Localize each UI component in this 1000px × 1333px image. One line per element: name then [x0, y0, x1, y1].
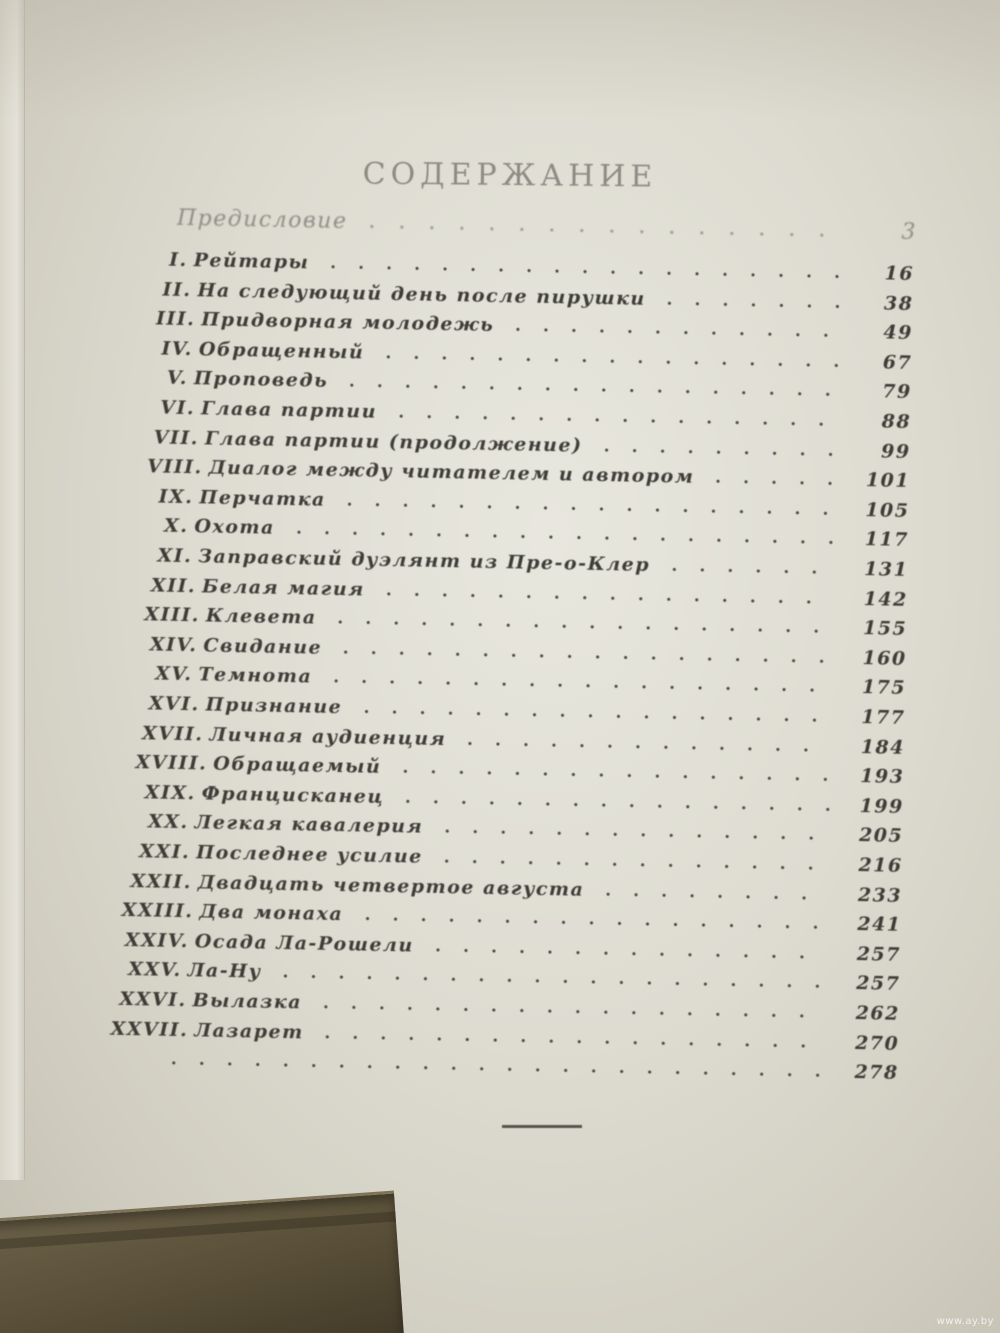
toc-entry-title: Перчатка: [199, 486, 327, 511]
dot-leader: [327, 620, 834, 634]
toc-entry-page: 199: [859, 794, 905, 818]
toc-entry-numeral: XXVI.: [119, 987, 187, 1012]
toc-entry-title: Личная аудиенция: [209, 723, 447, 750]
toc-entry-page: 257: [856, 972, 901, 996]
dot-leader: [338, 383, 838, 397]
toc-entry-title: Диалог между читателем и автором: [208, 456, 695, 488]
toc-entry-title: Вылазка: [192, 989, 303, 1014]
dot-leader: [336, 502, 836, 516]
dot-leader: [504, 327, 839, 337]
toc-entry-page: 117: [864, 528, 910, 552]
dot-leader: [322, 679, 832, 693]
dot-leader: [660, 567, 834, 574]
toc-entry-title: Заправский дуэлянт из Пре-о-Клер: [198, 545, 651, 576]
closing-rule: [502, 1125, 582, 1128]
toc-entry-page: 175: [861, 676, 907, 700]
table-of-contents: [23, 0, 964, 1109]
toc-entry-page: 79: [882, 380, 912, 404]
toc-entry-title: Два монаха: [199, 900, 344, 926]
toc-entry-title: Осада Ла-Рошели: [194, 930, 414, 957]
toc-entry-numeral: XXI.: [138, 840, 191, 864]
dot-leader: [594, 892, 828, 900]
toc-entry-title: На следующий день после пирушки: [197, 278, 646, 310]
toc-entry-numeral: XI.: [157, 544, 193, 568]
toc-title: СОДЕРЖАНИЕ: [362, 156, 658, 195]
toc-entry-page: 193: [860, 765, 905, 789]
toc-entry-page: 262: [855, 1001, 901, 1025]
dot-leader: [352, 709, 831, 722]
dot-leader: [704, 479, 836, 486]
toc-entry-numeral: IV.: [161, 337, 194, 360]
toc-entry-numeral: II.: [162, 278, 192, 301]
toc-entry-title: Глава партии: [200, 397, 378, 423]
toc-entry-page: 160: [862, 646, 907, 670]
dot-leader: [357, 224, 843, 237]
toc-entry-numeral: XV.: [155, 662, 193, 686]
toc-entry-numeral: XVII.: [141, 721, 204, 745]
toc-entry-title: Белая магия: [201, 574, 366, 601]
toc-entry-numeral: V.: [166, 367, 189, 390]
toc-entry-title: Лазарет: [193, 1018, 304, 1043]
dot-leader: [433, 829, 829, 841]
dot-leader: [374, 354, 838, 367]
toc-entry-title: Признание: [205, 693, 343, 719]
toc-entry-title: Рейтары: [193, 249, 310, 274]
toc-entry-title: Францисканец: [201, 782, 385, 808]
dot-leader: [387, 414, 837, 427]
toc-entry-numeral: XXVII.: [110, 1017, 189, 1041]
toc-entry-page: 131: [863, 558, 909, 581]
toc-entry-page: 38: [883, 291, 914, 315]
toc-entry-numeral: XIV.: [149, 633, 198, 657]
toc-preface-page: 3: [901, 219, 918, 246]
toc-entry-title: Проповедь: [193, 367, 329, 393]
toc-entry-page: 99: [880, 439, 911, 463]
toc-preface: [177, 206, 917, 245]
toc-entry-title: Легкая кавалерия: [194, 811, 424, 839]
toc-entry-numeral: VI.: [160, 396, 196, 420]
site-watermark: www.ay.by: [936, 1316, 994, 1327]
toc-entry-numeral: I.: [168, 248, 188, 272]
toc-entry-title: Темнота: [198, 663, 313, 688]
toc-entry-page: 177: [861, 706, 906, 729]
toc-entry-numeral: XII.: [150, 573, 197, 597]
toc-entry-title: Глава партии (продолжение): [204, 426, 583, 457]
toc-entry-numeral: XIX.: [144, 781, 196, 805]
toc-entry-numeral: XVI.: [148, 692, 200, 716]
toc-entry-page: 105: [865, 498, 910, 522]
toc-entry-title: Придворная молодежь: [201, 308, 495, 337]
dot-leader: [285, 530, 835, 545]
toc-entry-numeral: XIII.: [144, 603, 201, 627]
toc-entry-numeral: XXIII.: [121, 899, 194, 923]
toc-entry-page: 233: [857, 883, 903, 907]
toc-entry-numeral: XVIII.: [135, 751, 208, 775]
toc-entry-numeral: X.: [163, 514, 189, 538]
dot-leader: [312, 1005, 826, 1019]
toc-entry-numeral: XXII.: [130, 869, 193, 893]
dot-leader: [433, 859, 829, 871]
toc-entry-title: Обращенный: [198, 338, 365, 364]
dot-leader: [656, 301, 840, 309]
toc-entry-title: Охота: [194, 515, 276, 540]
book-page: [40, 0, 960, 1333]
toc-entry-title: Обращаемый: [213, 752, 382, 779]
toc-entry-page: 67: [882, 351, 913, 374]
toc-entry-title: Последнее усилие: [195, 841, 423, 868]
dot-leader: [353, 916, 827, 929]
dot-leader: [592, 447, 836, 456]
toc-preface-label: Предисловие: [176, 205, 348, 235]
dot-leader: [332, 650, 833, 664]
toc-entry-numeral: III.: [155, 307, 196, 331]
toc-entry-numeral: VIII.: [146, 455, 203, 479]
toc-entry-numeral: XXIV.: [124, 928, 190, 952]
toc-entry-page: 216: [858, 854, 903, 877]
toc-entry-page: 142: [863, 587, 909, 611]
toc-entry-numeral: VII.: [153, 425, 200, 449]
toc-entry-page: 241: [857, 913, 902, 937]
toc-entry: [144, 1048, 899, 1084]
dot-leader: [394, 799, 830, 811]
toc-entry-page: 205: [858, 824, 904, 848]
dot-leader: [391, 769, 830, 781]
toc-entry-numeral: XXV.: [127, 958, 182, 982]
dot-leader: [319, 265, 840, 279]
toc-entry-page: 257: [856, 942, 902, 966]
dot-leader: [375, 591, 834, 604]
dot-leader: [456, 741, 831, 752]
toc-entry-title: Ла-Ну: [187, 959, 262, 983]
toc-entry-numeral: XX.: [147, 810, 189, 834]
dot-leader: [314, 1034, 826, 1048]
toc-entry-page: 270: [854, 1031, 900, 1055]
toc-entry-title: Свидание: [203, 634, 323, 659]
toc-entry-title: Двадцать четвертое августа: [197, 870, 585, 901]
toc-entry-page: 88: [881, 410, 912, 433]
dot-leader: [160, 1061, 825, 1078]
toc-entry-title: Клевета: [205, 604, 317, 629]
toc-entry-page: 16: [884, 262, 915, 285]
toc-entry-numeral: IX.: [158, 485, 194, 508]
toc-entry-page: 101: [865, 469, 911, 493]
toc-entry-page: 278: [854, 1061, 899, 1084]
toc-entry-page: 184: [860, 735, 906, 759]
dot-leader: [271, 974, 826, 989]
toc-entry-page: 155: [862, 617, 908, 641]
dot-leader: [424, 947, 827, 959]
toc-entry-page: 49: [883, 321, 914, 345]
left-page-edge: [0, 0, 25, 1180]
